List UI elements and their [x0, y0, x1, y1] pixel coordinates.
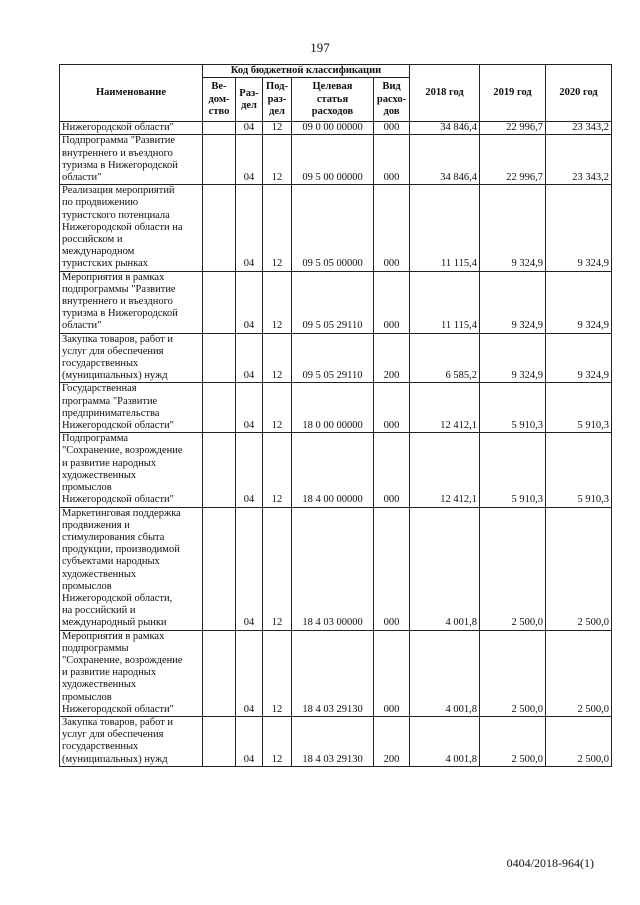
row-expense-type: 000	[374, 433, 410, 507]
row-amount-2018: 12 412,1	[410, 433, 480, 507]
row-target-article: 09 5 00 00000	[292, 135, 374, 185]
row-podrazdel: 12	[263, 630, 292, 716]
row-podrazdel: 12	[263, 122, 292, 135]
row-target-article: 09 0 00 00000	[292, 122, 374, 135]
row-expense-type: 200	[374, 333, 410, 383]
table-row	[60, 135, 612, 185]
row-amount-2018: 34 846,4	[410, 122, 480, 135]
table-row	[60, 122, 612, 135]
row-vedomstvo	[203, 185, 236, 271]
row-amount-2019: 5 910,3	[480, 433, 546, 507]
table-row	[60, 271, 612, 333]
row-amount-2019: 2 500,0	[480, 507, 546, 630]
row-amount-2020: 23 343,2	[546, 135, 612, 185]
row-podrazdel: 12	[263, 507, 292, 630]
row-razdel: 04	[236, 507, 263, 630]
table-row	[60, 716, 612, 766]
row-amount-2020: 9 324,9	[546, 185, 612, 271]
row-expense-type: 000	[374, 271, 410, 333]
header-podrazdel: Под- раз- дел	[263, 78, 292, 122]
row-amount-2020: 2 500,0	[546, 630, 612, 716]
row-amount-2019: 5 910,3	[480, 383, 546, 433]
header-2019: 2019 год	[480, 65, 546, 122]
row-amount-2020: 2 500,0	[546, 507, 612, 630]
table-row	[60, 383, 612, 433]
row-name: Подпрограмма "Развитие внутреннего и въездного туризма в Нижегородской области"	[60, 135, 203, 185]
row-razdel: 04	[236, 271, 263, 333]
row-target-article: 18 0 00 00000	[292, 383, 374, 433]
row-name: Мероприятия в рамках подпрограммы "Развитие внутреннего и въездного туризма в Нижегородской области"	[60, 271, 203, 333]
row-podrazdel: 12	[263, 135, 292, 185]
row-amount-2018: 4 001,8	[410, 507, 480, 630]
row-target-article: 09 5 05 29110	[292, 333, 374, 383]
row-target-article: 18 4 03 29130	[292, 716, 374, 766]
table-row	[60, 185, 612, 271]
row-target-article: 18 4 00 00000	[292, 433, 374, 507]
row-razdel: 04	[236, 716, 263, 766]
row-name: Нижегородской области"	[60, 122, 203, 135]
header-2020: 2020 год	[546, 65, 612, 122]
row-vedomstvo	[203, 507, 236, 630]
table-row	[60, 333, 612, 383]
table-row	[60, 630, 612, 716]
row-podrazdel: 12	[263, 433, 292, 507]
header-target-article: Целевая статья расходов	[292, 78, 374, 122]
row-name: Реализация мероприятий по продвижению туристского потенциала Нижегородской области на российском и международном туристских рынках	[60, 185, 203, 271]
row-razdel: 04	[236, 135, 263, 185]
row-target-article: 18 4 03 00000	[292, 507, 374, 630]
budget-table	[59, 64, 612, 767]
header-2018: 2018 год	[410, 65, 480, 122]
row-vedomstvo	[203, 383, 236, 433]
row-expense-type: 000	[374, 630, 410, 716]
row-vedomstvo	[203, 630, 236, 716]
row-podrazdel: 12	[263, 185, 292, 271]
table-body	[60, 122, 612, 767]
row-amount-2019: 9 324,9	[480, 185, 546, 271]
row-amount-2019: 22 996,7	[480, 122, 546, 135]
row-razdel: 04	[236, 122, 263, 135]
row-amount-2020: 9 324,9	[546, 271, 612, 333]
row-amount-2020: 23 343,2	[546, 122, 612, 135]
row-amount-2018: 4 001,8	[410, 716, 480, 766]
header-name: Наименование	[60, 65, 203, 122]
header-razdel: Раз- дел	[236, 78, 263, 122]
row-name: Закупка товаров, работ и услуг для обеспечения государственных (муниципальных) нужд	[60, 716, 203, 766]
row-vedomstvo	[203, 135, 236, 185]
header-classification: Код бюджетной классификации	[203, 65, 410, 78]
row-razdel: 04	[236, 383, 263, 433]
row-vedomstvo	[203, 333, 236, 383]
table-row	[60, 433, 612, 507]
page-number: 197	[310, 40, 330, 55]
row-razdel: 04	[236, 185, 263, 271]
row-amount-2020: 2 500,0	[546, 716, 612, 766]
header-vedomstvo: Ве- дом- ство	[203, 78, 236, 122]
table-row	[60, 507, 612, 630]
row-podrazdel: 12	[263, 383, 292, 433]
row-expense-type: 000	[374, 185, 410, 271]
row-target-article: 09 5 05 00000	[292, 185, 374, 271]
row-vedomstvo	[203, 433, 236, 507]
row-expense-type: 000	[374, 383, 410, 433]
row-amount-2018: 34 846,4	[410, 135, 480, 185]
row-target-article: 18 4 03 29130	[292, 630, 374, 716]
row-razdel: 04	[236, 333, 263, 383]
row-vedomstvo	[203, 716, 236, 766]
row-podrazdel: 12	[263, 716, 292, 766]
row-amount-2020: 5 910,3	[546, 433, 612, 507]
row-amount-2018: 12 412,1	[410, 383, 480, 433]
row-expense-type: 000	[374, 122, 410, 135]
row-amount-2018: 4 001,8	[410, 630, 480, 716]
row-vedomstvo	[203, 122, 236, 135]
row-name: Мероприятия в рамках подпрограммы "Сохранение, возрождение и развитие народных художественных промыслов Нижегородской области"	[60, 630, 203, 716]
row-name: Подпрограмма "Сохранение, возрождение и развитие народных художественных промыслов Нижегородской области"	[60, 433, 203, 507]
row-expense-type: 000	[374, 507, 410, 630]
row-amount-2019: 9 324,9	[480, 271, 546, 333]
row-vedomstvo	[203, 271, 236, 333]
row-amount-2019: 22 996,7	[480, 135, 546, 185]
document-code: 0404/2018-964(1)	[506, 856, 594, 870]
row-name: Маркетинговая поддержка продвижения и стимулирования сбыта продукции, производимой субъектами народных художественных промыслов Нижегородской области, на российский и международный рынки	[60, 507, 203, 630]
row-name: Закупка товаров, работ и услуг для обеспечения государственных (муниципальных) нужд	[60, 333, 203, 383]
row-amount-2018: 6 585,2	[410, 333, 480, 383]
row-expense-type: 200	[374, 716, 410, 766]
header-expense-type: Вид расхо- дов	[374, 78, 410, 122]
row-podrazdel: 12	[263, 333, 292, 383]
row-amount-2019: 9 324,9	[480, 333, 546, 383]
table-header	[60, 65, 612, 122]
row-amount-2019: 2 500,0	[480, 716, 546, 766]
row-razdel: 04	[236, 630, 263, 716]
row-amount-2018: 11 115,4	[410, 271, 480, 333]
row-name: Государственная программа "Развитие предпринимательства Нижегородской области"	[60, 383, 203, 433]
row-amount-2020: 5 910,3	[546, 383, 612, 433]
row-razdel: 04	[236, 433, 263, 507]
row-amount-2020: 9 324,9	[546, 333, 612, 383]
row-amount-2019: 2 500,0	[480, 630, 546, 716]
row-expense-type: 000	[374, 135, 410, 185]
row-target-article: 09 5 05 29110	[292, 271, 374, 333]
row-amount-2018: 11 115,4	[410, 185, 480, 271]
row-podrazdel: 12	[263, 271, 292, 333]
